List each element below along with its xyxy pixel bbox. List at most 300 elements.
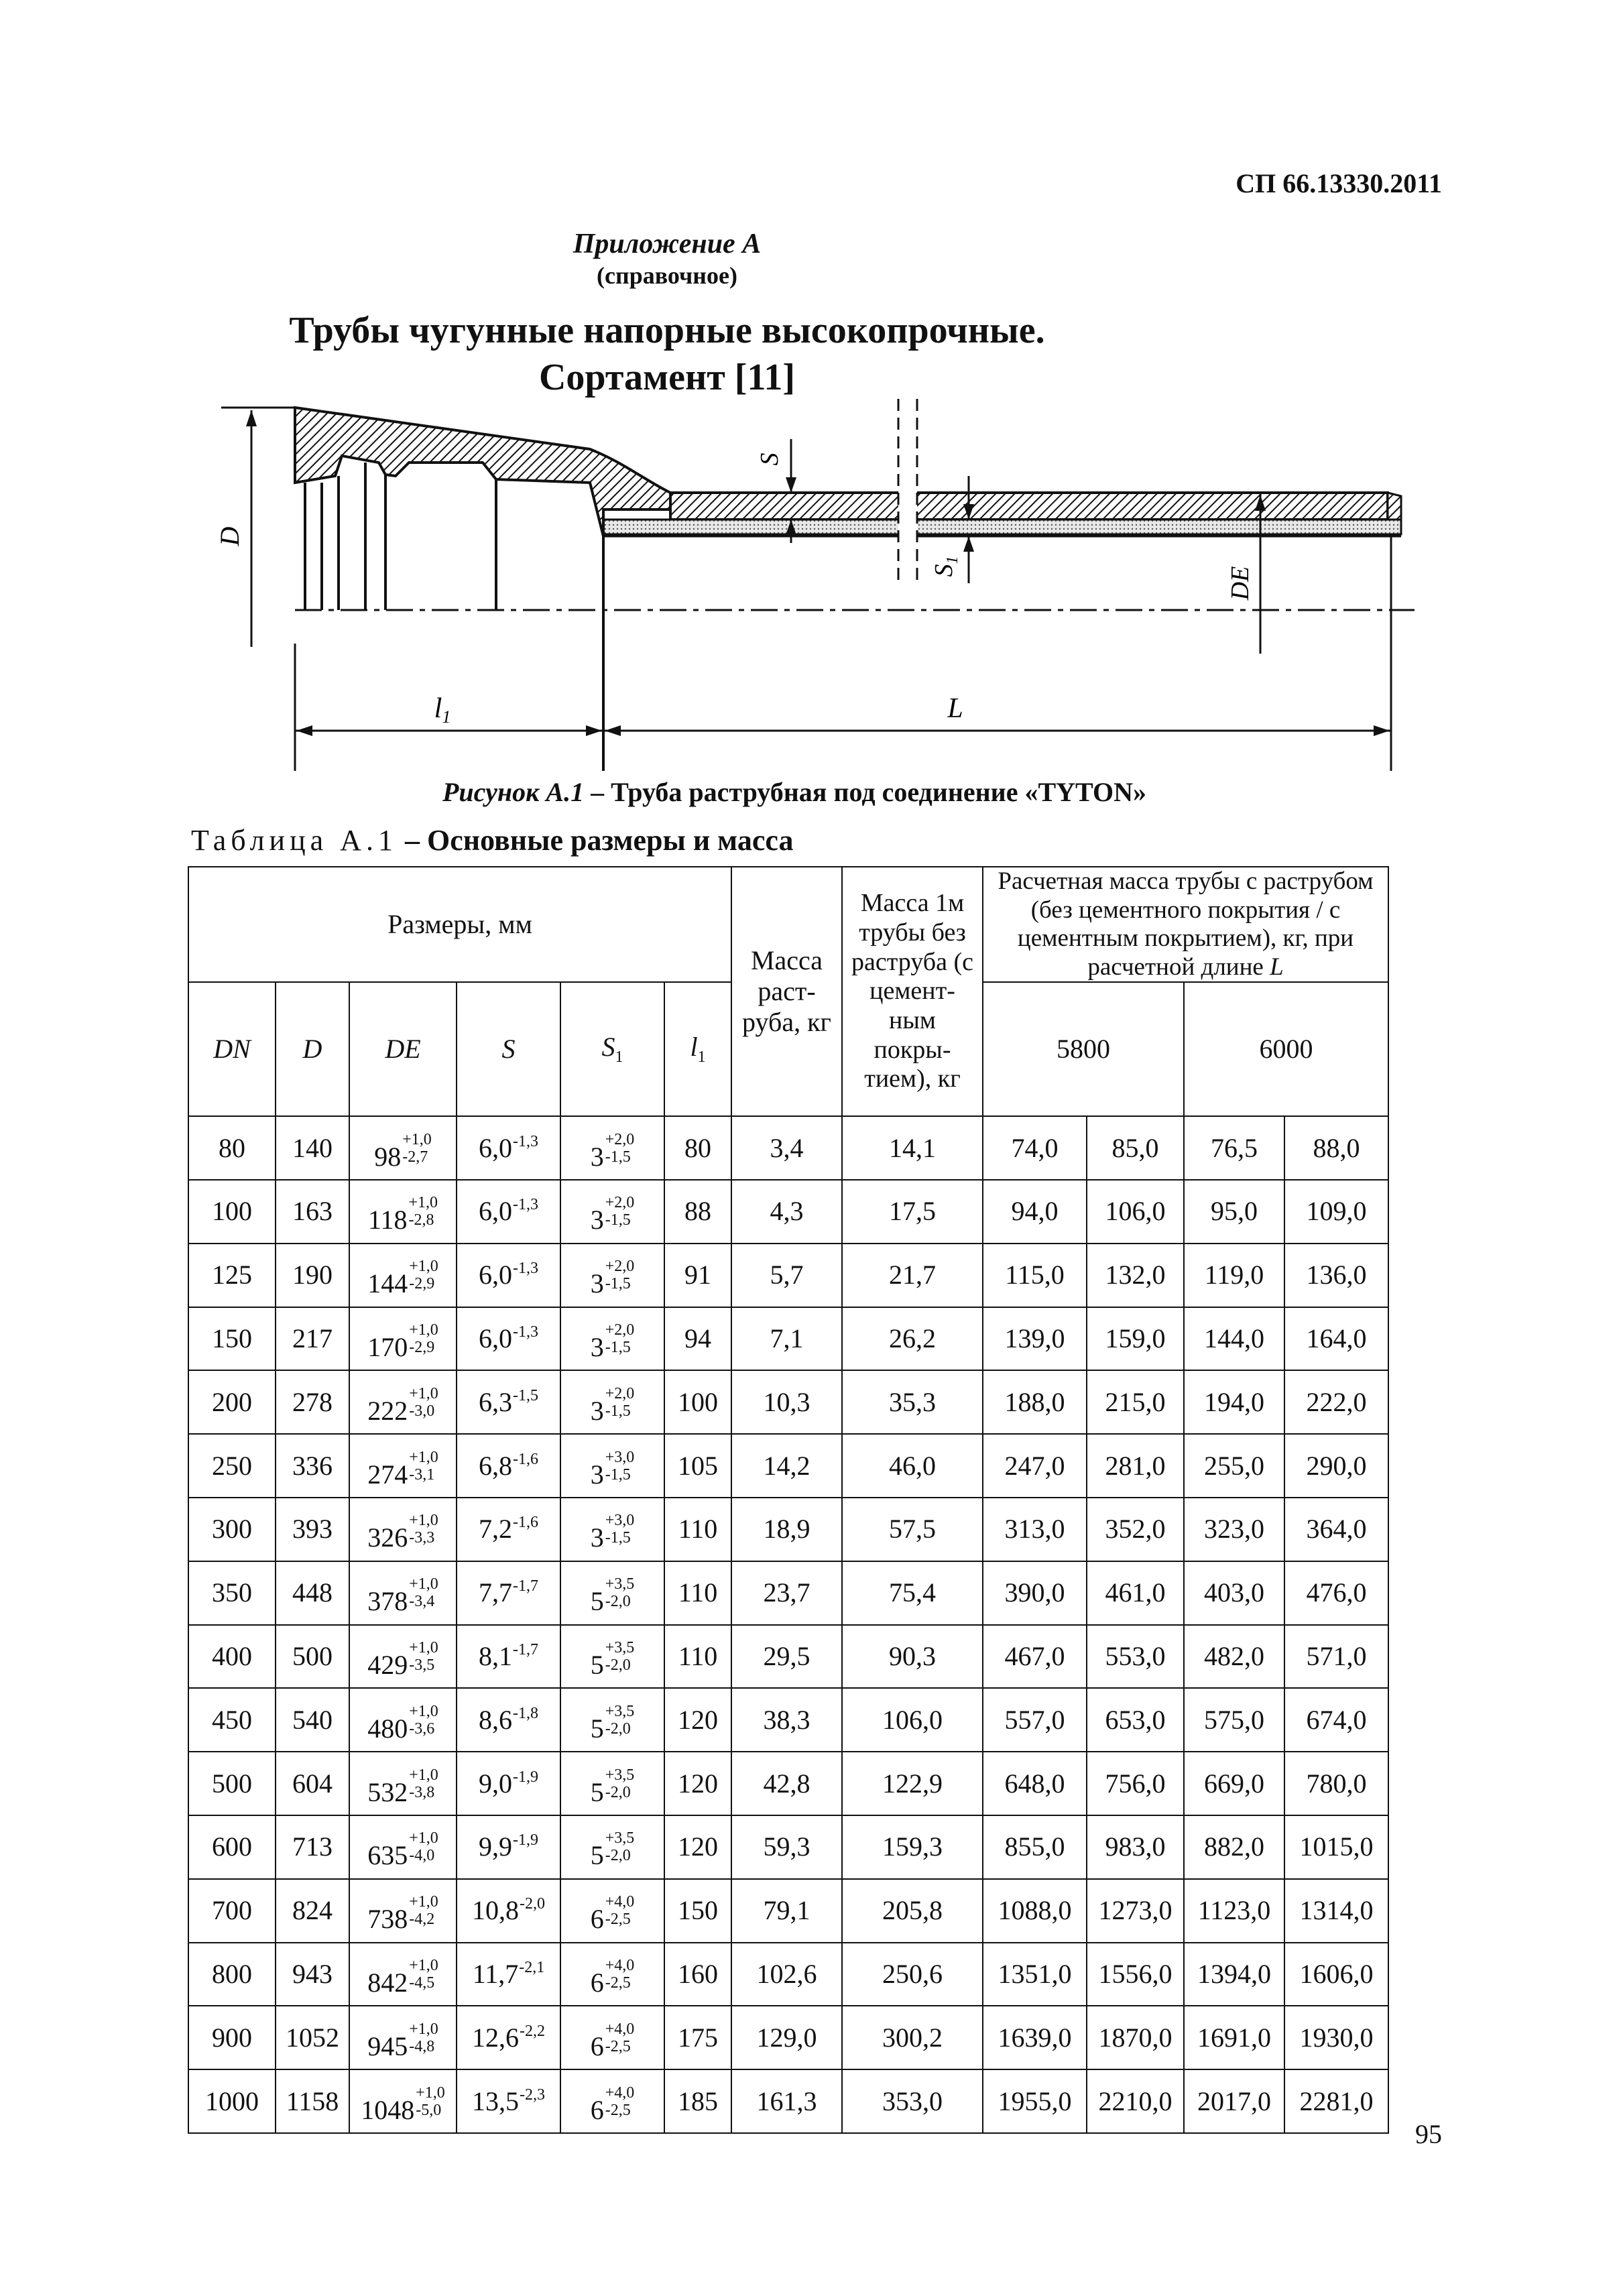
figure-caption-label: Рисунок А.1 bbox=[442, 777, 585, 807]
svg-text:l1 bbox=[434, 693, 451, 727]
de-value: 1048 bbox=[361, 2094, 415, 2125]
cell-d: 393 bbox=[276, 1498, 349, 1561]
de-tol-upper: +1,0 bbox=[409, 1384, 438, 1402]
appendix-title: Приложение А bbox=[573, 229, 762, 259]
cell-mass-5800-no-cement: 115,0 bbox=[983, 1244, 1087, 1307]
s-value: 9,9 bbox=[479, 1831, 512, 1862]
cell-d: 1052 bbox=[276, 2006, 349, 2069]
cell-s1 bbox=[560, 1434, 664, 1498]
s-value: 11,7 bbox=[472, 1958, 519, 1989]
cell-mass-5800-no-cement: 557,0 bbox=[983, 1688, 1087, 1752]
table-row bbox=[188, 1815, 1388, 1879]
cell-dn: 800 bbox=[188, 1943, 276, 2006]
cell-s bbox=[457, 1244, 560, 1307]
cell-socket-mass: 161,3 bbox=[731, 2069, 842, 2133]
de-value: 480 bbox=[367, 1713, 408, 1744]
label-S1: S bbox=[930, 564, 958, 577]
cell-mass-5800-no-cement: 390,0 bbox=[983, 1561, 1087, 1625]
header-calc-mass-L: L bbox=[1270, 953, 1284, 981]
de-tol-lower: -3,3 bbox=[409, 1529, 435, 1547]
cell-socket-mass: 23,7 bbox=[731, 1561, 842, 1625]
de-value: 144 bbox=[367, 1268, 408, 1299]
cell-pipe-mass: 250,6 bbox=[842, 1943, 983, 2006]
cell-mass-5800-no-cement: 313,0 bbox=[983, 1498, 1087, 1561]
s-tolerance: -2,2 bbox=[520, 2022, 545, 2040]
cell-mass-5800-no-cement: 1955,0 bbox=[983, 2069, 1087, 2133]
s1-tol-upper: +3,5 bbox=[605, 1766, 635, 1784]
cell-mass-6000-cement: 476,0 bbox=[1284, 1561, 1388, 1625]
cell-mass-5800-cement: 106,0 bbox=[1087, 1180, 1184, 1244]
cell-mass-5800-cement: 1556,0 bbox=[1087, 1943, 1184, 2006]
s-tolerance: -1,7 bbox=[513, 1577, 538, 1595]
main-title-line-1: Трубы чугунные напорные высокопрочные. bbox=[289, 310, 1045, 351]
s-tolerance: -1,3 bbox=[513, 1323, 538, 1341]
de-value: 945 bbox=[367, 2031, 408, 2061]
de-tol-upper: +1,0 bbox=[409, 1893, 438, 1911]
s1-tol-upper: +3,5 bbox=[605, 1575, 635, 1593]
table-row bbox=[188, 1498, 1388, 1561]
s1-tol-lower: -2,0 bbox=[605, 1656, 631, 1674]
s-tolerance: -1,6 bbox=[513, 1514, 538, 1532]
header-s1 bbox=[560, 982, 664, 1116]
de-tol-upper: +1,0 bbox=[409, 1575, 438, 1593]
cell-mass-6000-no-cement: 95,0 bbox=[1184, 1180, 1284, 1244]
s1-tol-upper: +2,0 bbox=[605, 1321, 635, 1339]
cell-dn: 250 bbox=[188, 1434, 276, 1498]
cell-l1: 120 bbox=[664, 1688, 731, 1752]
table-row bbox=[188, 1688, 1388, 1752]
cell-mass-5800-cement: 2210,0 bbox=[1087, 2069, 1184, 2133]
s1-tol-upper: +3,5 bbox=[605, 1638, 635, 1656]
cell-s1 bbox=[560, 1943, 664, 2006]
cell-s1 bbox=[560, 1370, 664, 1434]
cell-mass-5800-cement: 461,0 bbox=[1087, 1561, 1184, 1625]
cell-de bbox=[349, 1498, 457, 1561]
de-tol-lower: -2,7 bbox=[402, 1148, 428, 1166]
cell-mass-6000-cement: 364,0 bbox=[1284, 1498, 1388, 1561]
table-row bbox=[188, 2006, 1388, 2069]
cell-pipe-mass: 90,3 bbox=[842, 1625, 983, 1689]
cell-mass-5800-no-cement: 648,0 bbox=[983, 1752, 1087, 1815]
de-tol-upper: +1,0 bbox=[409, 2020, 438, 2038]
s1-tol-lower: -1,5 bbox=[605, 1338, 631, 1356]
cell-mass-6000-no-cement: 1394,0 bbox=[1184, 1943, 1284, 2006]
cell-mass-6000-cement: 1015,0 bbox=[1284, 1815, 1388, 1879]
cell-pipe-mass: 17,5 bbox=[842, 1180, 983, 1244]
s-tolerance: -1,9 bbox=[513, 1831, 538, 1850]
s-tolerance: -2,0 bbox=[520, 1895, 545, 1913]
de-tol-upper: +1,0 bbox=[409, 1258, 438, 1276]
cell-mass-6000-cement: 780,0 bbox=[1284, 1752, 1388, 1815]
cell-mass-5800-no-cement: 188,0 bbox=[983, 1370, 1087, 1434]
cell-mass-5800-no-cement: 1088,0 bbox=[983, 1879, 1087, 1943]
cell-mass-6000-no-cement: 403,0 bbox=[1184, 1561, 1284, 1625]
cell-socket-mass: 59,3 bbox=[731, 1815, 842, 1879]
s-tolerance: -1,5 bbox=[513, 1386, 538, 1404]
table-row bbox=[188, 1625, 1388, 1689]
cell-l1: 175 bbox=[664, 2006, 731, 2069]
cell-s bbox=[457, 1434, 560, 1498]
s1-value: 3 bbox=[590, 1141, 604, 1172]
cell-pipe-mass: 159,3 bbox=[842, 1815, 983, 1879]
cell-mass-5800-cement: 352,0 bbox=[1087, 1498, 1184, 1561]
s-value: 6,0 bbox=[479, 1132, 512, 1163]
cell-s1 bbox=[560, 2006, 664, 2069]
s1-tol-upper: +2,0 bbox=[605, 1384, 635, 1402]
cell-pipe-mass: 46,0 bbox=[842, 1434, 983, 1498]
cell-mass-6000-cement: 222,0 bbox=[1284, 1370, 1388, 1434]
table-row bbox=[188, 1307, 1388, 1371]
cell-l1: 94 bbox=[664, 1307, 731, 1371]
cell-mass-6000-no-cement: 1691,0 bbox=[1184, 2006, 1284, 2069]
cell-mass-6000-no-cement: 1123,0 bbox=[1184, 1879, 1284, 1943]
table-row bbox=[188, 1561, 1388, 1625]
cell-s bbox=[457, 1688, 560, 1752]
cell-s bbox=[457, 1116, 560, 1180]
cell-dn: 400 bbox=[188, 1625, 276, 1689]
cell-s1 bbox=[560, 1307, 664, 1371]
cell-dn: 450 bbox=[188, 1688, 276, 1752]
cell-dn: 125 bbox=[188, 1244, 276, 1307]
header-calc-mass-text: Расчетная масса трубы с раструбом (без цементного покрытия / с цементным покрытием), кг, при расчетной длине bbox=[998, 867, 1374, 981]
s1-tol-upper: +4,0 bbox=[605, 2083, 635, 2102]
cell-socket-mass: 3,4 bbox=[731, 1116, 842, 1180]
s-value: 8,6 bbox=[479, 1704, 512, 1735]
cell-dn: 700 bbox=[188, 1879, 276, 1943]
s1-value: 3 bbox=[590, 1459, 604, 1490]
cell-socket-mass: 18,9 bbox=[731, 1498, 842, 1561]
cell-s1 bbox=[560, 1244, 664, 1307]
cell-l1: 100 bbox=[664, 1370, 731, 1434]
label-S1-sub: 1 bbox=[944, 556, 961, 564]
cell-mass-6000-no-cement: 882,0 bbox=[1184, 1815, 1284, 1879]
cell-mass-6000-no-cement: 575,0 bbox=[1184, 1688, 1284, 1752]
cell-mass-6000-no-cement: 2017,0 bbox=[1184, 2069, 1284, 2133]
s-tolerance: -1,6 bbox=[513, 1450, 538, 1468]
cell-d: 1158 bbox=[276, 2069, 349, 2133]
cell-mass-6000-no-cement: 255,0 bbox=[1184, 1434, 1284, 1498]
main-title-line-2: Сортамент [11] bbox=[538, 357, 796, 398]
s1-tol-upper: +2,0 bbox=[605, 1194, 635, 1212]
de-tol-upper: +1,0 bbox=[416, 2083, 445, 2102]
cell-d: 217 bbox=[276, 1307, 349, 1371]
cell-mass-6000-no-cement: 194,0 bbox=[1184, 1370, 1284, 1434]
cell-s bbox=[457, 1498, 560, 1561]
label-l1: l bbox=[434, 693, 442, 724]
s-value: 7,2 bbox=[479, 1514, 512, 1545]
de-tol-lower: -3,6 bbox=[409, 1719, 435, 1738]
s-value: 8,1 bbox=[479, 1640, 512, 1671]
de-tol-lower: -2,9 bbox=[409, 1338, 435, 1356]
cell-s1 bbox=[560, 1752, 664, 1815]
cell-de bbox=[349, 1752, 457, 1815]
pipe-drawing bbox=[201, 389, 1435, 778]
table-row bbox=[188, 1434, 1388, 1498]
header-d: D bbox=[276, 982, 349, 1116]
s-tolerance: -1,3 bbox=[513, 1196, 538, 1214]
table-row bbox=[188, 1879, 1388, 1943]
table-row bbox=[188, 1943, 1388, 2006]
s-value: 6,0 bbox=[479, 1196, 512, 1227]
header-de: DE bbox=[349, 982, 457, 1116]
de-tol-lower: -2,8 bbox=[408, 1211, 434, 1229]
cell-l1: 160 bbox=[664, 1943, 731, 2006]
cell-dn: 200 bbox=[188, 1370, 276, 1434]
cell-mass-6000-cement: 1606,0 bbox=[1284, 1943, 1388, 2006]
cell-d: 190 bbox=[276, 1244, 349, 1307]
cell-s bbox=[457, 1815, 560, 1879]
cell-s bbox=[457, 1370, 560, 1434]
cell-s bbox=[457, 1879, 560, 1943]
de-tol-upper: +1,0 bbox=[409, 1702, 438, 1720]
s-value: 12,6 bbox=[472, 2022, 519, 2053]
appendix-subtitle: (справочное) bbox=[596, 262, 737, 289]
cell-de bbox=[349, 1879, 457, 1943]
cell-l1: 88 bbox=[664, 1180, 731, 1244]
cell-dn: 1000 bbox=[188, 2069, 276, 2133]
cell-de bbox=[349, 1943, 457, 2006]
cell-s1 bbox=[560, 1879, 664, 1943]
label-l1-sub: 1 bbox=[442, 707, 451, 727]
cell-d: 278 bbox=[276, 1370, 349, 1434]
table-title-label: Таблица А.1 bbox=[191, 824, 398, 857]
header-dimensions-group: Размеры, мм bbox=[188, 867, 731, 982]
cell-d: 336 bbox=[276, 1434, 349, 1498]
cell-socket-mass: 7,1 bbox=[731, 1307, 842, 1371]
cell-mass-6000-cement: 136,0 bbox=[1284, 1244, 1388, 1307]
cell-pipe-mass: 35,3 bbox=[842, 1370, 983, 1434]
de-tol-upper: +1,0 bbox=[402, 1130, 432, 1148]
cell-socket-mass: 129,0 bbox=[731, 2006, 842, 2069]
s1-tol-upper: +4,0 bbox=[605, 2020, 635, 2038]
header-calc-mass bbox=[983, 867, 1388, 982]
cell-dn: 150 bbox=[188, 1307, 276, 1371]
cell-dn: 80 bbox=[188, 1116, 276, 1180]
cell-mass-5800-cement: 1273,0 bbox=[1087, 1879, 1184, 1943]
s1-tol-lower: -2,0 bbox=[605, 1847, 631, 1865]
s1-tol-lower: -2,5 bbox=[605, 2101, 631, 2119]
de-tol-lower: -4,8 bbox=[409, 2037, 435, 2055]
de-value: 635 bbox=[367, 1840, 408, 1871]
cell-s bbox=[457, 1180, 560, 1244]
document-code: СП 66.13330.2011 bbox=[1236, 168, 1442, 198]
de-tol-lower: -4,2 bbox=[409, 1911, 435, 1929]
de-tol-lower: -4,5 bbox=[409, 1974, 435, 1992]
de-value: 532 bbox=[367, 1776, 408, 1807]
cell-pipe-mass: 353,0 bbox=[842, 2069, 983, 2133]
table-title-text: – Основные размеры и масса bbox=[397, 824, 794, 857]
cell-pipe-mass: 300,2 bbox=[842, 2006, 983, 2069]
de-value: 378 bbox=[367, 1586, 408, 1617]
s-tolerance: -1,3 bbox=[513, 1260, 538, 1278]
cell-s1 bbox=[560, 1625, 664, 1689]
header-s1-letter: S bbox=[601, 1031, 615, 1062]
dimensions-mass-table bbox=[188, 866, 1389, 2134]
cell-s bbox=[457, 1943, 560, 2006]
cell-s bbox=[457, 1625, 560, 1689]
cell-socket-mass: 5,7 bbox=[731, 1244, 842, 1307]
header-l1 bbox=[664, 982, 731, 1116]
s-tolerance: -1,7 bbox=[513, 1640, 538, 1658]
cell-mass-5800-no-cement: 467,0 bbox=[983, 1625, 1087, 1689]
de-tol-lower: -3,5 bbox=[409, 1656, 435, 1674]
s1-tol-upper: +3,0 bbox=[605, 1448, 635, 1466]
de-value: 429 bbox=[367, 1649, 408, 1680]
page-number: 95 bbox=[1415, 2119, 1442, 2149]
label-D: D bbox=[215, 526, 245, 546]
cell-pipe-mass: 57,5 bbox=[842, 1498, 983, 1561]
cell-socket-mass: 4,3 bbox=[731, 1180, 842, 1244]
s1-value: 6 bbox=[590, 2031, 604, 2061]
cell-mass-6000-cement: 1314,0 bbox=[1284, 1879, 1388, 1943]
s1-tol-lower: -1,5 bbox=[605, 1211, 631, 1229]
cell-pipe-mass: 106,0 bbox=[842, 1688, 983, 1752]
s1-value: 3 bbox=[590, 1395, 604, 1426]
cell-mass-5800-cement: 983,0 bbox=[1087, 1815, 1184, 1879]
s1-tol-lower: -1,5 bbox=[605, 1275, 631, 1293]
cell-de bbox=[349, 1244, 457, 1307]
cell-mass-5800-no-cement: 247,0 bbox=[983, 1434, 1087, 1498]
cell-mass-6000-cement: 109,0 bbox=[1284, 1180, 1388, 1244]
cell-de bbox=[349, 1307, 457, 1371]
header-socket-mass: Масса раст-руба, кг bbox=[731, 867, 842, 1116]
s1-tol-lower: -2,5 bbox=[605, 2037, 631, 2055]
de-tol-upper: +1,0 bbox=[409, 1829, 438, 1848]
s1-value: 5 bbox=[590, 1713, 604, 1744]
cell-s bbox=[457, 1752, 560, 1815]
cell-mass-5800-cement: 553,0 bbox=[1087, 1625, 1184, 1689]
cell-mass-6000-no-cement: 76,5 bbox=[1184, 1116, 1284, 1180]
s-value: 6,0 bbox=[479, 1323, 512, 1353]
cell-dn: 500 bbox=[188, 1752, 276, 1815]
cell-l1: 110 bbox=[664, 1625, 731, 1689]
cell-socket-mass: 38,3 bbox=[731, 1688, 842, 1752]
s-value: 6,8 bbox=[479, 1450, 512, 1481]
main-title bbox=[0, 307, 1334, 401]
cell-mass-6000-no-cement: 323,0 bbox=[1184, 1498, 1284, 1561]
cell-mass-6000-no-cement: 669,0 bbox=[1184, 1752, 1284, 1815]
cell-de bbox=[349, 2069, 457, 2133]
cell-s1 bbox=[560, 1180, 664, 1244]
cell-dn: 300 bbox=[188, 1498, 276, 1561]
label-S: S bbox=[756, 452, 784, 466]
cell-socket-mass: 42,8 bbox=[731, 1752, 842, 1815]
table-body bbox=[188, 1116, 1388, 2133]
s1-value: 5 bbox=[590, 1776, 604, 1807]
cell-mass-6000-no-cement: 144,0 bbox=[1184, 1307, 1284, 1371]
s1-tol-upper: +4,0 bbox=[605, 1893, 635, 1911]
cell-s1 bbox=[560, 1116, 664, 1180]
table-title bbox=[191, 823, 793, 857]
cell-dn: 600 bbox=[188, 1815, 276, 1879]
figure-caption-text: – Труба раструбная под соединение «TYTON» bbox=[584, 777, 1147, 807]
s1-value: 3 bbox=[590, 1331, 604, 1362]
cell-s1 bbox=[560, 1815, 664, 1879]
cell-de bbox=[349, 1815, 457, 1879]
cell-l1: 120 bbox=[664, 1752, 731, 1815]
header-dn: DN bbox=[188, 982, 276, 1116]
cell-mass-6000-cement: 88,0 bbox=[1284, 1116, 1388, 1180]
table-row bbox=[188, 2069, 1388, 2133]
table-row bbox=[188, 1244, 1388, 1307]
s1-value: 3 bbox=[590, 1205, 604, 1235]
de-tol-lower: -2,9 bbox=[409, 1275, 435, 1293]
s1-tol-lower: -1,5 bbox=[605, 1402, 631, 1420]
cell-mass-6000-cement: 2281,0 bbox=[1284, 2069, 1388, 2133]
cell-s bbox=[457, 1307, 560, 1371]
cell-mass-5800-no-cement: 1639,0 bbox=[983, 2006, 1087, 2069]
cell-mass-5800-cement: 132,0 bbox=[1087, 1244, 1184, 1307]
de-tol-lower: -3,4 bbox=[409, 1593, 435, 1611]
table-row bbox=[188, 1752, 1388, 1815]
cell-socket-mass: 14,2 bbox=[731, 1434, 842, 1498]
cell-de bbox=[349, 1116, 457, 1180]
de-value: 170 bbox=[367, 1331, 408, 1362]
cell-mass-5800-cement: 215,0 bbox=[1087, 1370, 1184, 1434]
cell-d: 163 bbox=[276, 1180, 349, 1244]
cell-pipe-mass: 205,8 bbox=[842, 1879, 983, 1943]
header-length-5800: 5800 bbox=[983, 982, 1184, 1116]
s-tolerance: -1,9 bbox=[513, 1768, 538, 1786]
label-L: L bbox=[947, 693, 963, 724]
cell-de bbox=[349, 1370, 457, 1434]
cell-d: 713 bbox=[276, 1815, 349, 1879]
cell-s bbox=[457, 2006, 560, 2069]
header-s1-sub: 1 bbox=[615, 1048, 623, 1066]
cell-pipe-mass: 14,1 bbox=[842, 1116, 983, 1180]
cell-de bbox=[349, 1561, 457, 1625]
cell-pipe-mass: 21,7 bbox=[842, 1244, 983, 1307]
header-pipe-mass: Масса 1м трубы без раструба (с цемент-ным покры-тием), кг bbox=[842, 867, 983, 1116]
cement-lining bbox=[603, 520, 1401, 534]
table-row bbox=[188, 1180, 1388, 1244]
cell-s1 bbox=[560, 1688, 664, 1752]
s-value: 6,3 bbox=[479, 1386, 512, 1417]
cell-mass-5800-no-cement: 1351,0 bbox=[983, 1943, 1087, 2006]
cell-mass-5800-no-cement: 74,0 bbox=[983, 1116, 1087, 1180]
s-value: 7,7 bbox=[479, 1577, 512, 1608]
cell-pipe-mass: 26,2 bbox=[842, 1307, 983, 1371]
de-tol-upper: +1,0 bbox=[408, 1194, 438, 1212]
cell-s bbox=[457, 1561, 560, 1625]
svg-text:S1 bbox=[930, 556, 961, 577]
cell-socket-mass: 102,6 bbox=[731, 1943, 842, 2006]
cell-l1: 110 bbox=[664, 1561, 731, 1625]
s-tolerance: -1,8 bbox=[513, 1704, 538, 1722]
cell-l1: 120 bbox=[664, 1815, 731, 1879]
cell-mass-5800-cement: 756,0 bbox=[1087, 1752, 1184, 1815]
cell-mass-6000-no-cement: 119,0 bbox=[1184, 1244, 1284, 1307]
cell-mass-6000-cement: 290,0 bbox=[1284, 1434, 1388, 1498]
cell-s1 bbox=[560, 1561, 664, 1625]
cell-l1: 150 bbox=[664, 1879, 731, 1943]
de-value: 326 bbox=[367, 1522, 408, 1553]
s-tolerance: -1,3 bbox=[513, 1132, 538, 1150]
de-value: 738 bbox=[367, 1904, 408, 1935]
s-tolerance: -2,1 bbox=[519, 1958, 545, 1976]
s1-tol-lower: -1,5 bbox=[605, 1148, 631, 1166]
s1-value: 5 bbox=[590, 1840, 604, 1871]
s1-tol-upper: +4,0 bbox=[605, 1956, 635, 1974]
cell-dn: 900 bbox=[188, 2006, 276, 2069]
cell-mass-5800-cement: 653,0 bbox=[1087, 1688, 1184, 1752]
cell-l1: 185 bbox=[664, 2069, 731, 2133]
label-DE: DE bbox=[1226, 566, 1254, 601]
s-value: 6,0 bbox=[479, 1260, 512, 1290]
cell-mass-5800-no-cement: 855,0 bbox=[983, 1815, 1087, 1879]
s1-tol-upper: +2,0 bbox=[605, 1258, 635, 1276]
cell-mass-6000-no-cement: 482,0 bbox=[1184, 1625, 1284, 1689]
